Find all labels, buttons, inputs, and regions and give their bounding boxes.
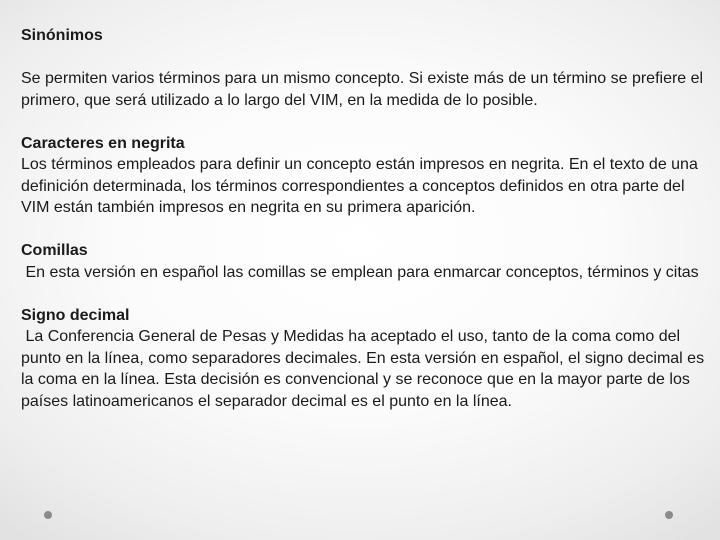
section-sinonimos [21, 25, 709, 111]
section-heading: Sinónimos [21, 27, 103, 44]
section-heading: Comillas [21, 242, 88, 259]
section-body: Se permiten varios términos para un mismo concepto. Si existe más de un término se prefiere el primero, que será utilizado a lo largo del VIM, en la medida de lo posible. [21, 70, 708, 109]
section-comillas [21, 240, 709, 283]
section-caracteres-negrita [21, 133, 709, 219]
section-heading: Signo decimal [21, 306, 130, 324]
bullet-dot-left [44, 511, 52, 519]
section-signo-decimal [21, 305, 709, 413]
section-body: Los términos empleados para definir un concepto están impresos en negrita. En el texto de una definición determinada, los términos correspondientes a conceptos definidos en otra parte del VIM están también impresos en negrita en su primera aparición. [21, 156, 703, 216]
section-body: En esta versión en español las comillas se emplean para enmarcar conceptos, términos y citas [21, 263, 699, 281]
slide-content [21, 25, 709, 434]
bullet-dot-right [665, 511, 673, 519]
section-heading: Caracteres en negrita [21, 134, 185, 152]
section-body: La Conferencia General de Pesas y Medidas ha aceptado el uso, tanto de la coma como del punto en la línea, como separadores decimales. En esta versión en español, el signo decimal es la coma en la línea. Esta decisión es convencional y se reconoce que en la mayor parte de los países latinoamericanos el separador decimal es el punto en la línea. [21, 328, 709, 410]
